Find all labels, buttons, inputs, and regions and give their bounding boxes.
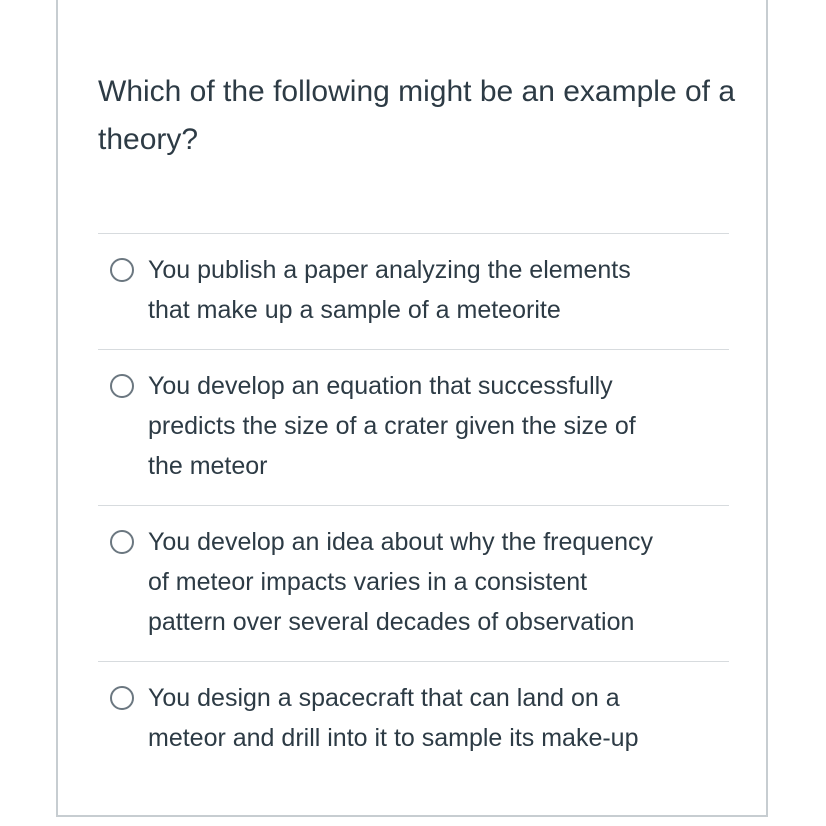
radio-button[interactable] bbox=[110, 374, 134, 398]
answer-option-3[interactable] bbox=[98, 505, 729, 661]
answer-label: You design a spacecraft that can land on a meteor and drill into it to sample its make-up bbox=[148, 684, 639, 752]
answer-list bbox=[98, 233, 729, 782]
radio-button[interactable] bbox=[110, 686, 134, 710]
answer-option-1[interactable] bbox=[98, 233, 729, 349]
question-text: Which of the following might be an example of a theory? bbox=[98, 75, 736, 156]
question-card bbox=[56, 0, 768, 817]
answer-option-4[interactable] bbox=[98, 661, 729, 782]
radio-button[interactable] bbox=[110, 530, 134, 554]
answer-label: You develop an equation that successfully predicts the size of a crater given the size of the meteor bbox=[148, 372, 636, 480]
radio-button[interactable] bbox=[110, 258, 134, 282]
answer-label: You publish a paper analyzing the elements that make up a sample of a meteorite bbox=[148, 256, 631, 324]
answer-label: You develop an idea about why the frequency of meteor impacts varies in a consistent pattern over several decades of observation bbox=[148, 528, 654, 636]
answer-option-2[interactable] bbox=[98, 349, 729, 505]
